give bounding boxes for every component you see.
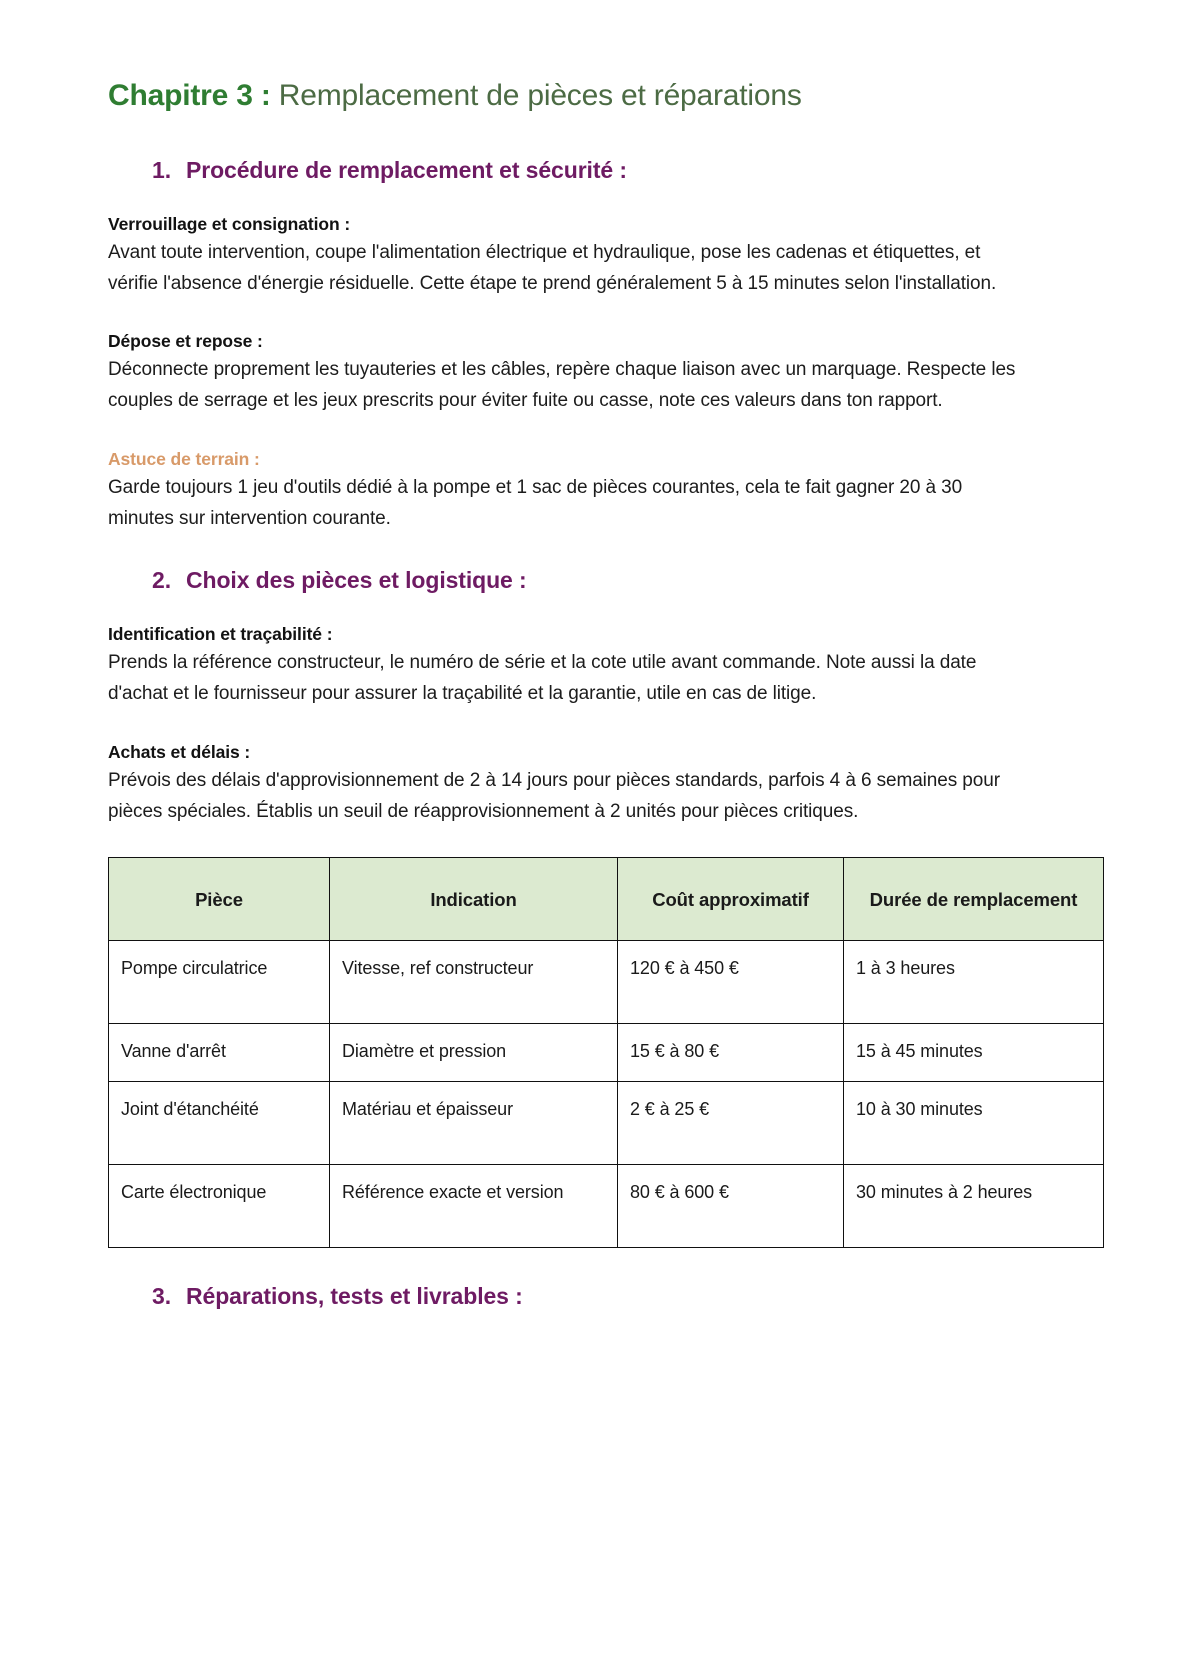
cell-piece: Carte électronique	[109, 1165, 330, 1248]
subheading-depose: Dépose et repose :	[108, 331, 263, 352]
table-header-duree: Durée de remplacement	[844, 858, 1104, 941]
cell-duree: 15 à 45 minutes	[844, 1024, 1104, 1082]
section-number-3: 3.	[152, 1283, 171, 1310]
chapter-label: Chapitre 3 :	[108, 79, 271, 112]
cell-duree: 10 à 30 minutes	[844, 1082, 1104, 1165]
subheading-achats: Achats et délais :	[108, 741, 251, 762]
cell-duree: 1 à 3 heures	[844, 941, 1104, 1024]
section-number-1: 1.	[152, 157, 171, 183]
subheading-identification: Identification et traçabilité :	[108, 624, 333, 645]
table-row	[109, 1165, 1104, 1248]
table-row	[109, 1024, 1104, 1082]
block-verrouillage	[108, 214, 1095, 300]
table-row	[109, 941, 1104, 1024]
table-body	[109, 941, 1104, 1248]
block-identification	[108, 624, 1095, 710]
paragraph-achats: Prévois des délais d'approvisionnement de 2 à 14 jours pour pièces standards, parfois 4 à 6 semaines pour pièces spéciales. Établis un seuil de réapprovisionnement à 2 unités pour pièces critiques.	[108, 769, 1000, 822]
paragraph-depose: Déconnecte proprement les tuyauteries et les câbles, repère chaque liaison avec un marquage. Respecte les couples de serrage et les jeux prescrits pour éviter fuite ou casse, note ces valeurs dans ton rapport.	[108, 359, 1016, 412]
cell-piece: Joint d'étanchéité	[109, 1082, 330, 1165]
paragraph-verrouillage: Avant toute intervention, coupe l'alimentation électrique et hydraulique, pose les cadenas et étiquettes, et vérifie l'absence d'énergie résiduelle. Cette étape te prend généralement 5 à 15 minutes selon l'installation.	[108, 241, 997, 294]
cell-cout: 15 € à 80 €	[618, 1024, 844, 1082]
cell-duree: 30 minutes à 2 heures	[844, 1165, 1104, 1248]
parts-table	[108, 857, 1104, 1248]
block-astuce	[108, 449, 1095, 535]
block-depose	[108, 331, 1095, 417]
section-number-2: 2.	[152, 567, 171, 594]
paragraph-astuce: Garde toujours 1 jeu d'outils dédié à la pompe et 1 sac de pièces courantes, cela te fait gagner 20 à 30 minutes sur intervention courante.	[108, 476, 963, 529]
table-header-row	[109, 858, 1104, 941]
chapter-title-text: Remplacement de pièces et réparations	[270, 79, 802, 112]
page-title	[108, 78, 1095, 114]
cell-cout: 80 € à 600 €	[618, 1165, 844, 1248]
cell-indication: Référence exacte et version	[330, 1165, 618, 1248]
table-head	[109, 858, 1104, 941]
table-header-cout: Coût approximatif	[618, 858, 844, 941]
cell-indication: Vitesse, ref constructeur	[330, 941, 618, 1024]
subheading-verrouillage: Verrouillage et consignation :	[108, 213, 351, 234]
cell-cout: 2 € à 25 €	[618, 1082, 844, 1165]
section-heading-3	[108, 1282, 1095, 1312]
section-title-3: Réparations, tests et livrables :	[186, 1283, 523, 1310]
block-achats	[108, 742, 1095, 828]
cell-indication: Diamètre et pression	[330, 1024, 618, 1082]
cell-indication: Matériau et épaisseur	[330, 1082, 618, 1165]
cell-piece: Vanne d'arrêt	[109, 1024, 330, 1082]
section-title-2: Choix des pièces et logistique :	[186, 567, 527, 594]
cell-piece: Pompe circulatrice	[109, 941, 330, 1024]
table-header-piece: Pièce	[109, 858, 330, 941]
subheading-astuce-de-terrain: Astuce de terrain :	[108, 448, 260, 469]
cell-cout: 120 € à 450 €	[618, 941, 844, 1024]
section-title-1: Procédure de remplacement et sécurité :	[186, 157, 627, 183]
section-heading-1	[108, 156, 1095, 186]
paragraph-identification: Prends la référence constructeur, le numéro de série et la cote utile avant commande. Note aussi la date d'achat et le fournisseur pour assurer la traçabilité et la garantie, utile en cas de litige.	[108, 652, 977, 705]
table-row	[109, 1082, 1104, 1165]
table-header-indication: Indication	[330, 858, 618, 941]
section-heading-2	[108, 566, 1095, 596]
